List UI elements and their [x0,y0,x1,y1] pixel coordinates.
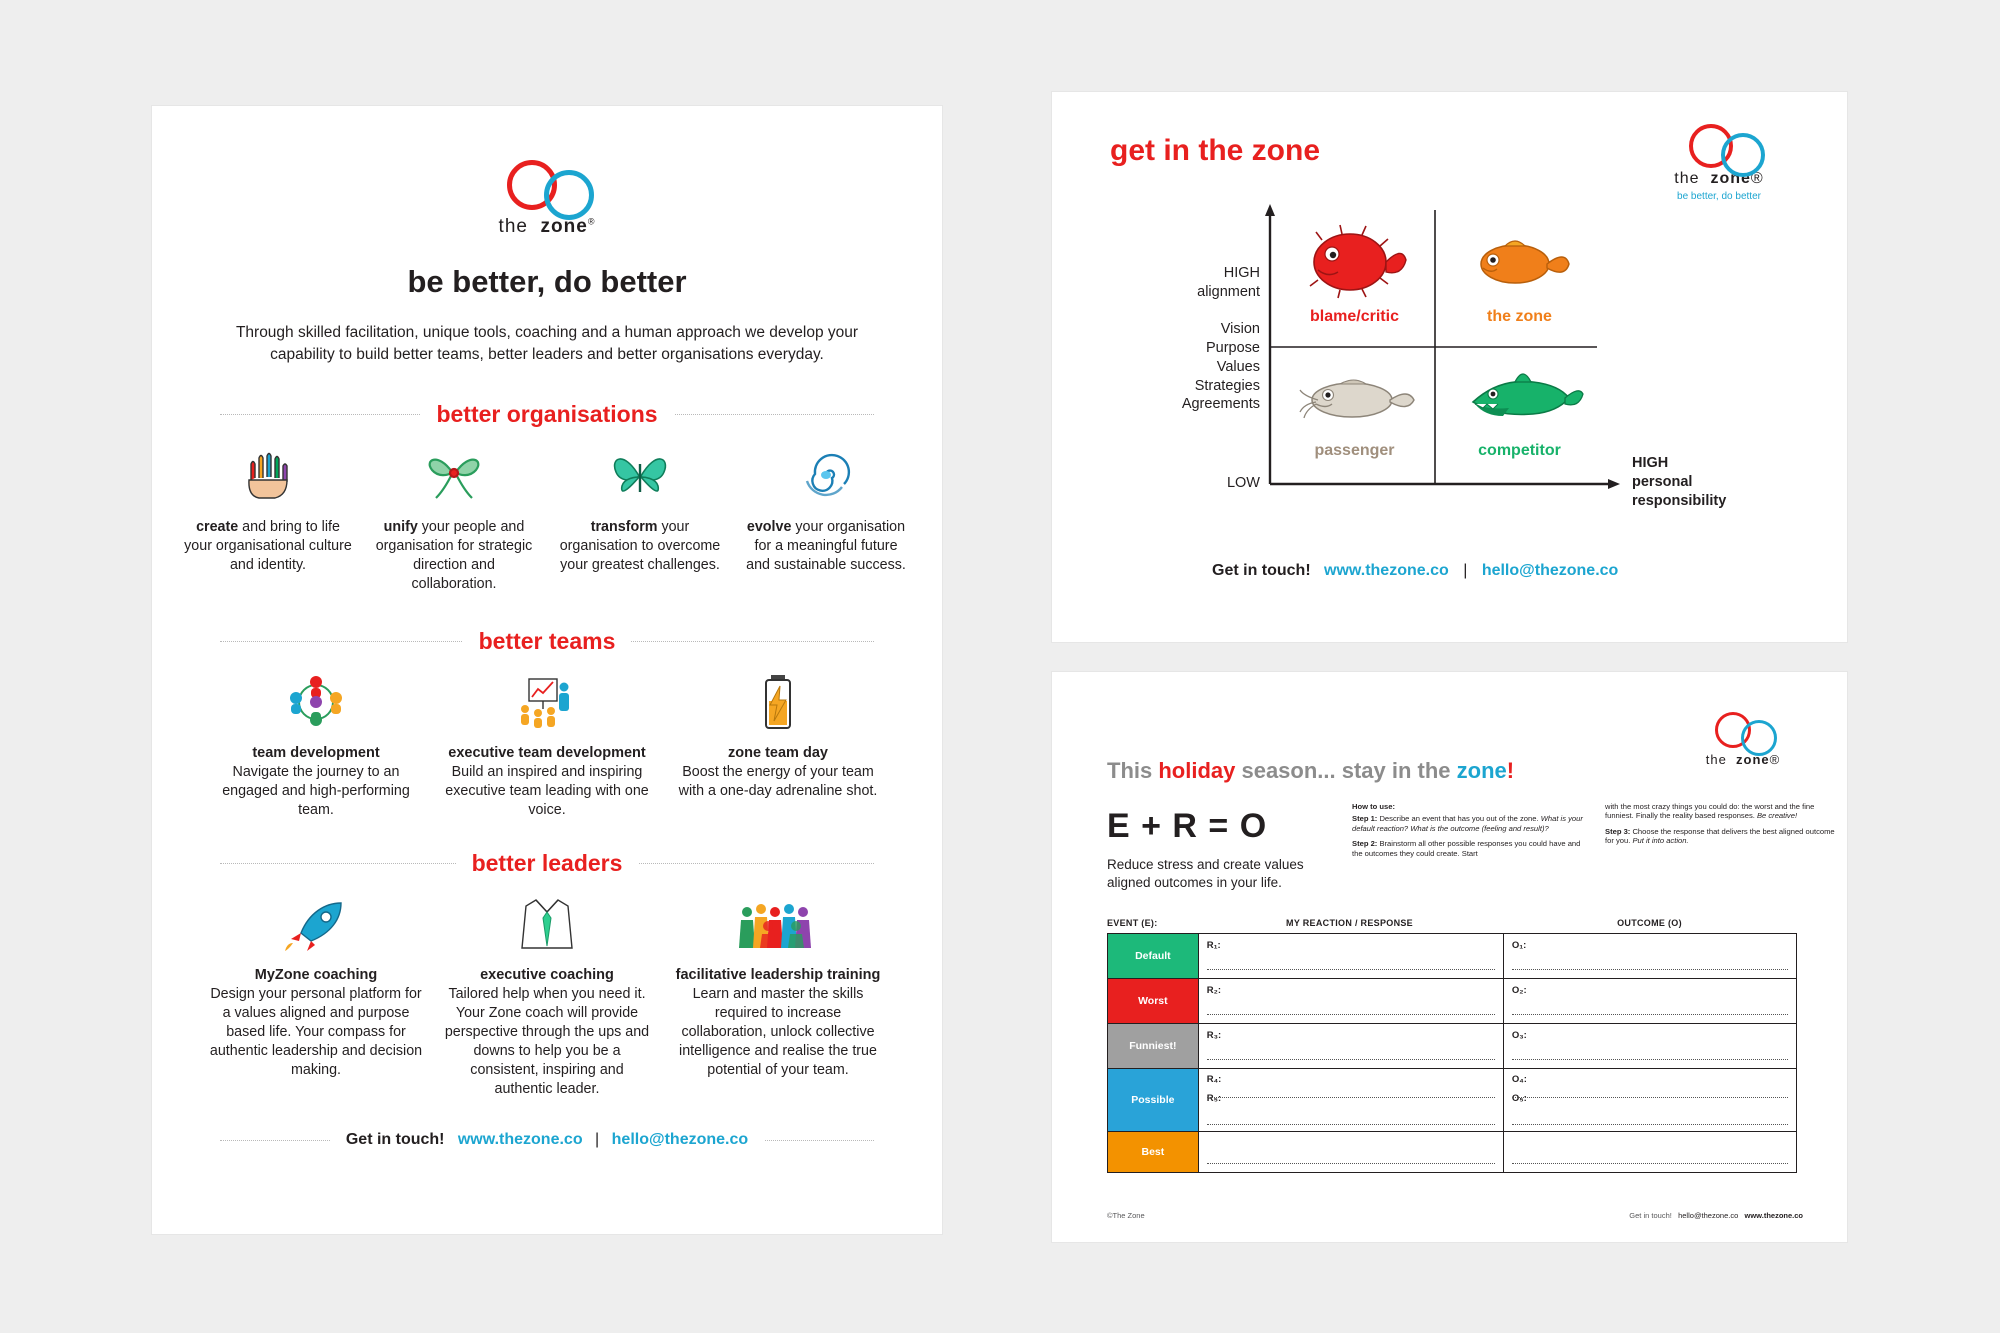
item-caption: executive team development [448,744,646,761]
email-link[interactable]: hello@thezone.co [1481,562,1619,579]
write-line [1207,1014,1495,1015]
item-text [555,518,725,575]
table-body [1107,933,1797,1173]
spiral-galaxy-icon [741,442,911,508]
grid-better-leaders [152,891,942,1099]
footer-website-link[interactable]: www.thezone.co [1744,1211,1803,1220]
logo-wordmark [1683,752,1803,767]
write-line [1207,1059,1495,1060]
item-executive-team-development [432,669,663,820]
table-row [1108,1024,1796,1069]
contact-inner [330,1131,764,1149]
logo-wordmark [1639,170,1799,188]
step-text: Choose the response that delivers the best aligned outcome for you. [1605,826,1835,846]
step-italic: Be creative! [1756,811,1798,821]
footer-label: Get in touch! [1629,1211,1672,1220]
item-body: Build an inspired and inspiring executive team leading with one voice. [445,763,649,818]
logo-ring-blue [1721,133,1765,177]
worksheet-table [1107,910,1797,1173]
pufferfish-icon [1282,222,1427,300]
contact-separator: | [595,1130,600,1148]
step-text: with the most crazy things you could do: the worst and the fine funniest. Finally the reality based responses. [1605,802,1815,821]
write-line [1512,1163,1788,1164]
shark-icon [1447,360,1592,436]
grid-better-organisations [152,442,942,594]
formula-subtitle: Reduce stress and create values aligned outcomes in your life. [1107,857,1304,890]
write-line [1512,969,1788,970]
reaction-label: R₁: [1206,940,1221,951]
x-axis-sub1: personal [1632,473,1693,490]
how-to-step [1605,827,1842,846]
logo-word-the: the [498,216,528,237]
formula: E + R = O [1107,807,1268,845]
y-axis-items [1092,320,1260,414]
item-transform [547,442,733,594]
item-facilitative-leadership-training [663,891,894,1080]
item-body: your people and organisation for strategic direction and collaboration. [375,518,533,592]
y-axis-high-sub: alignment [1197,283,1260,300]
people-circle-icon [209,669,424,735]
hand-icon [183,442,353,508]
item-team-development [201,669,432,820]
logo-word-zone: zone [540,216,588,237]
item-body: Learn and master the skills required to increase collaboration, unlock collective intelligence and realise the true potential of your team. [679,985,877,1078]
step-text: Brainstorm all other possible responses you could have and the outcomes they could create. Start [1352,839,1581,858]
contact-separator: | [1463,562,1468,579]
logo-word-zone: zone [1710,170,1751,187]
item-caption: MyZone coaching [254,966,378,983]
quadrant-blame-critic [1282,222,1427,326]
item-body: Boost the energy of your team with a one-day adrenaline shot. [678,763,878,799]
item-executive-coaching [432,891,663,1099]
quadrant-competitor [1447,360,1592,460]
item-text [741,518,911,575]
catfish-icon [1282,360,1427,436]
write-line [1207,1097,1495,1098]
row-badge-best: Best [1108,1132,1199,1172]
section-header-better-leaders [220,850,874,877]
item-body: your organisation to overcome your greatest challenges. [559,518,721,573]
write-line [1512,1014,1788,1015]
item-caption: team development [252,744,380,761]
contact-label: Get in touch! [345,1130,445,1148]
section-header-better-organisations [220,401,874,428]
outcome-label: O₂: [1511,985,1527,996]
shirt-tie-icon [440,891,655,957]
worksheet-title [1107,758,1514,784]
footer-contact [1629,1211,1803,1220]
item-body: and bring to life your organisational culture and identity. [184,518,352,573]
card-be-better [152,106,942,1234]
y-axis-high-label [1092,264,1260,302]
logo-ring-blue [1741,720,1777,756]
logo-rings [152,158,942,210]
y-axis-item: Strategies [1194,377,1260,394]
title-part-5: ! [1506,758,1515,783]
quadrant-label: passenger [1314,442,1395,459]
ribbon-bow-icon [369,442,539,508]
item-lead: create [196,518,239,535]
item-caption: zone team day [728,744,828,761]
butterfly-icon [555,442,725,508]
rocket-icon [209,891,424,957]
logo-ring-blue [544,170,594,220]
item-body: Tailored help when you need it. Your Zone coach will provide perspective through the ups and downs to help you be a consistent, inspiring and authentic leader. [444,985,650,1097]
presentation-icon [440,669,655,735]
table-row [1108,1132,1796,1172]
item-body: Navigate the journey to an engaged and high-performing team. [222,763,410,818]
outcome-label: O₄: [1511,1074,1527,1085]
grid-better-teams [152,669,942,820]
y-axis-item: Purpose [1205,339,1260,356]
table-row [1108,1069,1796,1132]
email-link[interactable]: hello@thezone.co [611,1130,749,1148]
step-italic: What is your default reaction? What is the outcome (feeling and result)? [1352,814,1583,833]
outcome-cell[interactable] [1504,1132,1796,1172]
write-line [1207,969,1495,970]
item-body: your organisation for a meaningful future and sustainable success. [746,518,906,573]
table-header-event: EVENT (E): [1107,918,1158,928]
section-header-better-teams [220,628,874,655]
website-link[interactable]: www.thezone.co [1324,562,1449,579]
row-badge-funniest: Funniest! [1108,1024,1199,1068]
how-to-use [1352,802,1842,858]
how-to-step [1605,802,1842,821]
reaction-label: R₅: [1206,1093,1222,1104]
contact-bar [1212,562,1618,580]
step-label: Step 1: [1352,814,1378,824]
footer-email-link[interactable]: hello@thezone.co [1678,1211,1739,1220]
item-text [183,518,353,575]
item-text [369,518,539,594]
title-part-3: season... stay in the [1235,758,1457,783]
logo-word-zone: zone [1736,752,1770,767]
logo-wordmark [152,216,942,238]
card-get-in-the-zone [1052,92,1847,642]
write-line [1512,1124,1788,1125]
step-label: Step 3: [1605,826,1631,836]
reaction-cell[interactable] [1199,1024,1504,1068]
how-to-label [1352,802,1589,811]
item-myzone-coaching [201,891,432,1080]
step-italic: Put it into action. [1632,836,1689,846]
title-part-holiday: holiday [1158,758,1236,783]
item-unify [361,442,547,594]
item-caption: facilitative leadership training [675,966,881,983]
write-line [1512,1059,1788,1060]
reaction-label: R₂: [1206,985,1221,996]
quadrant-label: blame/critic [1310,308,1399,325]
title-part-1: This [1107,758,1159,783]
item-evolve [733,442,919,594]
outcome-cell[interactable] [1504,1069,1796,1131]
y-axis-item: Vision [1220,321,1260,337]
write-line [1207,1124,1495,1125]
item-zone-team-day [663,669,894,820]
item-lead: unify [383,518,418,535]
reaction-label: R₃: [1206,1030,1222,1041]
zone-matrix [1092,202,1812,512]
y-axis-high: HIGH [1223,265,1260,281]
section-title: better leaders [456,850,639,876]
reaction-cell[interactable] [1199,934,1504,978]
x-axis-sub2: responsibility [1632,492,1727,509]
table-header-reaction: MY REACTION / RESPONSE [1286,918,1413,928]
reaction-cell[interactable] [1199,979,1504,1023]
logo-the-zone [1683,710,1803,767]
x-axis-label [1632,454,1726,511]
outcome-cell[interactable] [1504,1024,1796,1068]
how-to-step [1352,839,1589,858]
contact-label: Get in touch! [1212,562,1311,579]
step-text: Describe an event that has you out of the zone. [1377,814,1541,824]
logo-registered: ® [1769,752,1781,767]
logo-the-zone [1639,122,1799,202]
table-header-outcome: OUTCOME (O) [1617,918,1682,928]
outcome-cell[interactable] [1504,979,1796,1023]
zone-title: get in the zone [1110,134,1320,167]
item-lead: evolve [746,518,792,535]
contact-bar [220,1131,874,1149]
logo-registered: ® [1750,170,1764,187]
logo-word-the: the [1674,170,1700,187]
goldfish-icon [1447,222,1592,300]
title-part-zone: zone [1456,758,1507,783]
item-body: Design your personal platform for a values aligned and purpose based life. Your compass for authentic leadership and decision making. [209,985,423,1078]
y-axis-item: Values [1216,358,1260,375]
y-axis-low: LOW [1226,475,1260,491]
section-title: better teams [463,628,632,654]
outcome-cell[interactable] [1504,934,1796,978]
how-to-label-text: How to use: [1352,802,1396,811]
table-row [1108,934,1796,979]
crowd-icon [671,891,886,957]
reaction-cell[interactable] [1199,1069,1504,1131]
how-to-step [1352,814,1589,833]
page-title: be better, do better [407,264,687,299]
battery-icon [671,669,886,735]
quadrant-passenger [1282,360,1427,460]
copyright: ©The Zone [1107,1211,1145,1220]
logo-the-zone [152,158,942,238]
intro-text: Through skilled facilitation, unique tools, coaching and a human approach we develop your capability to build better teams, better leaders and better organisations everyday. [235,324,859,364]
table-header-row [1107,910,1797,928]
item-caption: executive coaching [480,966,614,983]
logo-tagline: be better, do better [1677,191,1761,202]
write-line [1207,1163,1495,1164]
table-row [1108,979,1796,1024]
row-badge-possible: Possible [1108,1069,1199,1131]
step-label: Step 2: [1352,839,1378,849]
quadrant-the-zone [1447,222,1592,326]
website-link[interactable]: www.thezone.co [457,1130,583,1148]
outcome-label: O₅: [1511,1093,1527,1104]
reaction-cell[interactable] [1199,1132,1504,1172]
section-title: better organisations [420,401,673,427]
item-lead: transform [590,518,658,535]
quadrant-label: the zone [1487,308,1552,325]
reaction-label: R₄: [1206,1074,1222,1085]
x-axis-high: HIGH [1632,455,1669,471]
row-badge-worst: Worst [1108,979,1199,1023]
quadrant-label: competitor [1478,442,1561,459]
card-holiday-worksheet [1052,672,1847,1242]
logo-word-the: the [1705,752,1727,767]
y-axis-item: Agreements [1181,396,1260,413]
logo-registered: ® [587,216,596,227]
item-create [175,442,361,594]
row-badge-default: Default [1108,934,1199,978]
write-line [1512,1097,1788,1098]
outcome-label: O₁: [1511,940,1527,951]
outcome-label: O₃: [1511,1030,1527,1041]
